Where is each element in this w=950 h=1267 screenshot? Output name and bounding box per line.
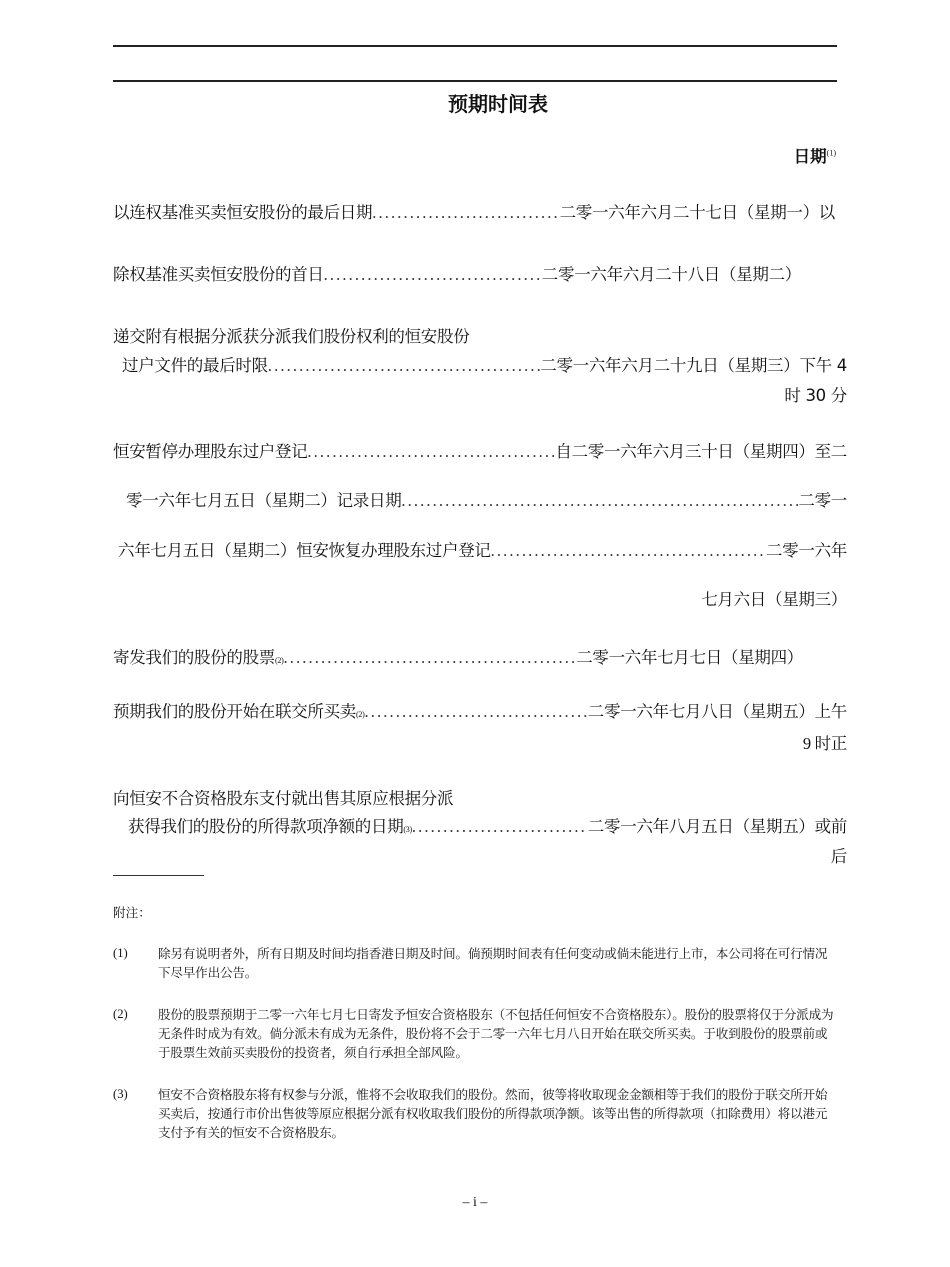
timetable-row-continuation: 后	[830, 847, 847, 866]
leader-dots	[372, 203, 559, 223]
timetable-row-continuation: 9 时正	[802, 734, 847, 753]
timetable-row-continuation: 时 30 分	[784, 386, 847, 405]
footnote: (3) 恒安不合资格股东将有权参与分派，惟将不会收取我们的股份。然而，彼等将收取现金金额相等于我们的股份于联交所开始买卖后，按通行市价出售彼等原应根据分派有权收取我们股份的所得款项净额。该等出售的所得款项（扣除费用）将以港元支付予有关的恒安不合资格股东。	[113, 1087, 828, 1140]
leader-dots	[307, 442, 555, 462]
timetable-row: 预期我们的股份开始在联交所买卖 (2) . . . 二零一六年七月八日（星期五）上午	[113, 702, 847, 725]
timetable-row: 零一六年七月五日（星期二）记录日期 . . . 二零一	[126, 491, 847, 511]
leader-dots	[324, 265, 542, 285]
timetable-row: 寄发我们的股份的股票 (2) . . . 二零一六年七月七日（星期四）	[113, 648, 803, 671]
leader-dots	[268, 356, 540, 376]
timetable-row: 六年七月五日（星期二）恒安恢复办理股东过户登记 . . . 二零一六年	[118, 541, 847, 561]
notes-heading: 附注：	[113, 905, 151, 920]
footnote: (2) 股份的股票预期于二零一六年七月七日寄发予恒安合资格股东（不包括任何恒安不合资格股东）。股份的股票将仅于分派成为无条件时成为有效。倘分派未有成为无条件，股份将不会于二零一六年七月八日开始在联交所买卖。于收到股份的股票前或于股票生效前买卖股份的投资者，须自行承担全部风险。	[113, 1007, 834, 1060]
footnote: (1) 除另有说明者外，所有日期及时间均指香港日期及时间。倘预期时间表有任何变动或倘未能进行上市，本公司将在可行情况下尽早作出公告。	[113, 946, 828, 980]
timetable-row-line: 向恒安不合资格股东支付就出售其原应根据分派	[113, 789, 454, 808]
top-rule	[113, 45, 837, 47]
header-rule	[113, 80, 837, 82]
footnote-separator	[113, 875, 204, 876]
leader-dots	[283, 648, 576, 668]
leader-dots	[491, 541, 766, 561]
timetable-row-continuation: 七月六日（星期三）	[701, 590, 847, 609]
timetable-row: 以连权基准买卖恒安股份的最后日期 . . . 二零一六年六月二十七日（星期一）以	[113, 203, 835, 223]
page-number: – i –	[462, 1195, 488, 1210]
timetable-row: 获得我们的股份的所得款项净额的日期 (3) . . . 二零一六年八月五日（星期五）或前	[128, 817, 847, 840]
timetable-row: 除权基准买卖恒安股份的首日 . . . 二零一六年六月二十八日（星期二）	[113, 265, 801, 285]
page-title: 预期时间表	[448, 92, 548, 116]
timetable-row-line: 递交附有根据分派获分派我们股份权利的恒安股份	[113, 327, 470, 346]
timetable-row: 过户文件的最后时限 . . . 二零一六年六月二十九日（星期三）下午 4	[122, 356, 847, 376]
timetable-row: 恒安暂停办理股东过户登记 . . . 自二零一六年六月三十日（星期四）至二	[113, 442, 847, 462]
leader-dots	[412, 817, 588, 837]
leader-dots	[364, 702, 587, 722]
date-column-header: 日期$^{(1)}$	[793, 147, 836, 166]
leader-dots	[401, 491, 798, 511]
